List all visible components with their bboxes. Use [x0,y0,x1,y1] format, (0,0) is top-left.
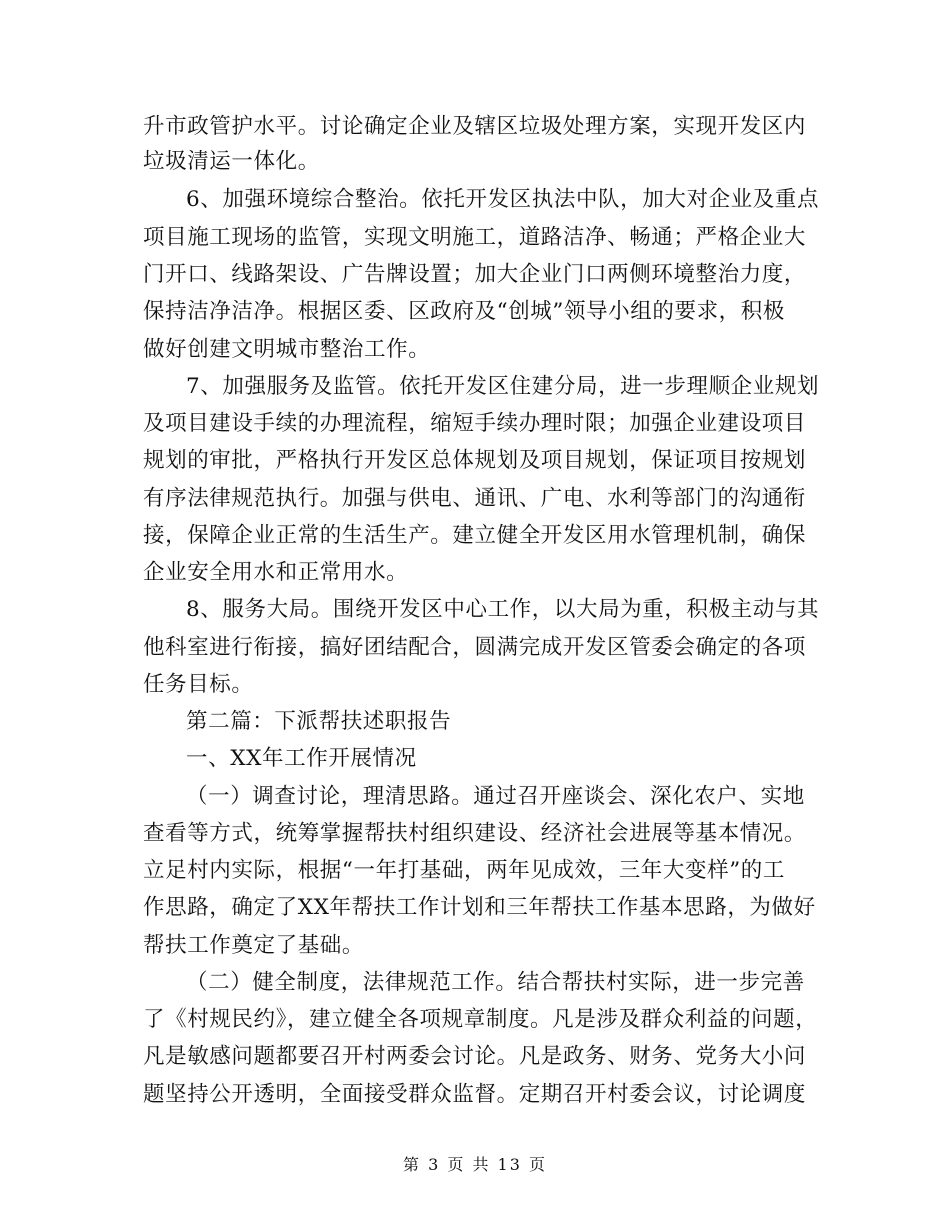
text-line: 企业安全用水和正常用水。 [143,560,409,585]
text-line: 作思路，确定了XX年帮扶工作计划和三年帮扶工作基本思路，为做好 [143,895,816,920]
text-line: 查看等方式，统筹掌握帮扶村组织建设、经济社会进展等基本情况。 [143,821,807,846]
text-line: 凡是敏感问题都要召开村两委会讨论。凡是政务、财务、党务大小问 [143,1044,807,1069]
text-line: 做好创建文明城市整治工作。 [143,337,431,362]
text-line: 帮扶工作奠定了基础。 [143,933,365,958]
text-line: 题坚持公开透明，全面接受群众监督。定期召开村委会议，讨论调度 [143,1082,807,1107]
section-heading: 第二篇：下派帮扶述职报告 [186,709,452,734]
text-line: 有序法律规范执行。加强与供电、通讯、广电、水利等部门的沟通衔 [143,486,807,511]
subsection-heading: 一、XX年工作开展情况 [186,746,417,771]
text-line: 项目施工现场的监管，实现文明施工，道路洁净、畅通；严格企业大 [143,225,807,250]
text-line: 立足村内实际，根据“一年打基础，两年见成效，三年大变样”的工 [143,858,785,883]
text-line: 保持洁净洁净。根据区委、区政府及“创城”领导小组的要求，积极 [143,299,785,324]
text-line: 垃圾清运一体化。 [143,149,320,174]
text-line: 7、加强服务及监管。依托开发区住建分局，进一步理顺企业规划 [186,374,820,399]
text-line: （一）调查讨论，理清思路。通过召开座谈会、深化农户、实地 [186,784,805,809]
text-line: 接，保障企业正常的生活生产。建立健全开发区用水管理机制，确保 [143,523,807,548]
text-line: 及项目建设手续的办理流程，缩短手续办理时限；加强企业建设项目 [143,411,807,436]
text-line: 了《村规民约》，建立健全各项规章制度。凡是涉及群众利益的问题， [143,1007,818,1032]
text-line: 规划的审批，严格执行开发区总体规划及项目规划，保证项目按规划 [143,448,807,473]
text-line: 任务目标。 [143,672,254,697]
text-line: 升市政管护水平。讨论确定企业及辖区垃圾处理方案，实现开发区内 [143,114,807,139]
page-number-footer: 第 3 页 共 13 页 [403,1155,547,1174]
text-line: 8、服务大局。围绕开发区中心工作，以大局为重，积极主动与其 [186,597,820,622]
text-line: （二）健全制度，法律规范工作。结合帮扶村实际，进一步完善 [186,970,805,995]
text-line: 6、加强环境综合整治。依托开发区执法中队，加大对企业及重点 [186,187,820,212]
text-line: 门开口、线路架设、广告牌设置；加大企业门口两侧环境整治力度， [143,262,807,287]
text-line: 他科室进行衔接，搞好团结配合，圆满完成开发区管委会确定的各项 [143,635,807,660]
